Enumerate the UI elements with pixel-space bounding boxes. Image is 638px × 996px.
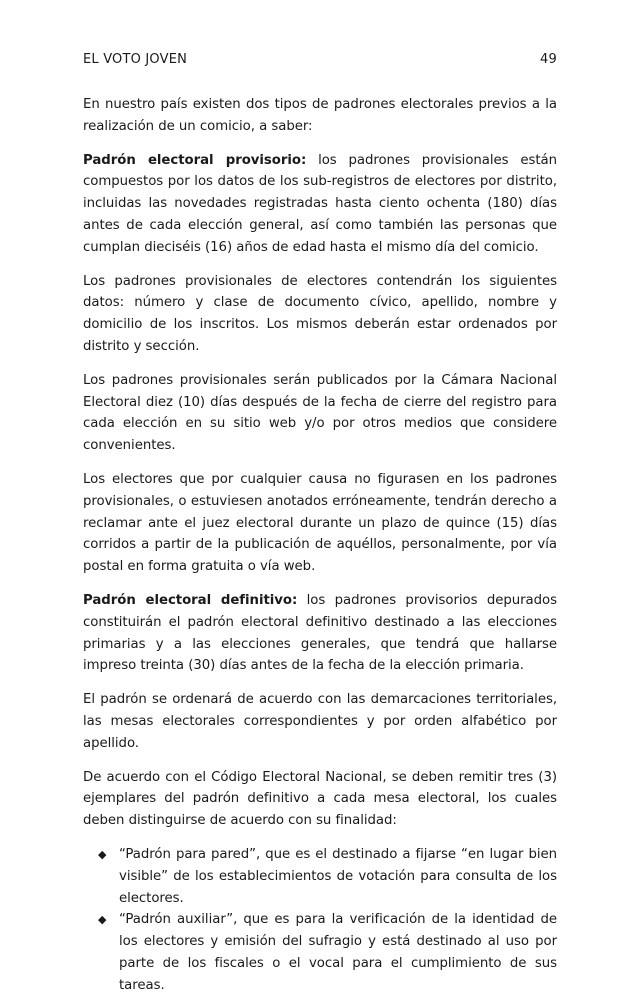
paragraph	[83, 767, 557, 832]
body-text	[83, 94, 557, 996]
bullet-list	[83, 844, 557, 996]
paragraph	[83, 469, 557, 578]
book-title: EL VOTO JOVEN	[83, 52, 188, 67]
page-number: 49	[540, 52, 557, 67]
paragraph-text: Los padrones provisionales de electores contendrán los siguientes datos: número y clase de documento cívico, apellido, nombre y domicilio de los inscritos. Los mismos deberán estar ordenados por distrito y sección.	[83, 273, 557, 354]
diamond-bullet-icon: ◆	[98, 847, 107, 861]
paragraph	[83, 689, 557, 754]
list-item	[98, 909, 557, 996]
list-item-text: “Padrón para pared”, que es el destinado a fijarse “en lugar bien visible” de los establecimientos de votación para consulta de los electores.	[119, 846, 557, 906]
paragraph	[83, 94, 557, 138]
paragraph-text: Los padrones provisionales serán publicados por la Cámara Nacional Electoral diez (10) días después de la fecha de cierre del registro para cada elección en su sitio web y/o por otros medios que considere convenientes.	[83, 372, 557, 454]
paragraph-text: los padrones provisorios depurados constituirán el padrón electoral definitivo destinado a las elecciones primarias y a las elecciones generales, que tendrá que hallarse impreso treinta (30) días antes de la fecha de la elección primaria.	[83, 592, 558, 674]
paragraph-heading: Padrón electoral provisorio:	[83, 152, 307, 168]
paragraph-text: los padrones provisionales están compuestos por los datos de los sub-registros de electores por distrito, incluidas las novedades registradas hasta ciento ochenta (180) días antes de cada elección general, así como también las personas que cumplan dieciséis (16) años de edad hasta el mismo día del comicio.	[83, 152, 557, 255]
paragraph	[83, 370, 557, 457]
list-item	[98, 844, 557, 909]
paragraph	[83, 590, 557, 677]
list-item-text: “Padrón auxiliar”, que es para la verificación de la identidad de los electores y emisión del sufragio y está destinado al uso por parte de los fiscales o el vocal para el cumplimiento de sus tareas.	[119, 912, 557, 993]
diamond-bullet-icon: ◆	[98, 913, 107, 927]
paragraph	[83, 271, 557, 358]
paragraph-heading: Padrón electoral definitivo:	[83, 592, 298, 608]
paragraph-text: Los electores que por cualquier causa no figurasen en los padrones provisionales, o estuviesen anotados erróneamente, tendrán derecho a reclamar ante el juez electoral durante un plazo de quince (15) días corridos a partir de la publicación de aquéllos, personalmente, por vía postal en forma gratuita o vía web.	[83, 471, 557, 575]
paragraph	[83, 150, 557, 259]
running-header	[83, 52, 557, 67]
paragraph-text: El padrón se ordenará de acuerdo con las demarcaciones territoriales, las mesas electorales correspondientes y por orden alfabético por apellido.	[83, 692, 557, 751]
paragraph-text: De acuerdo con el Código Electoral Nacional, se deben remitir tres (3) ejemplares del padrón definitivo a cada mesa electoral, los cuales deben distinguirse de acuerdo con su finalidad:	[83, 769, 557, 829]
paragraph-text: En nuestro país existen dos tipos de padrones electorales previos a la realización de un comicio, a saber:	[83, 97, 557, 134]
